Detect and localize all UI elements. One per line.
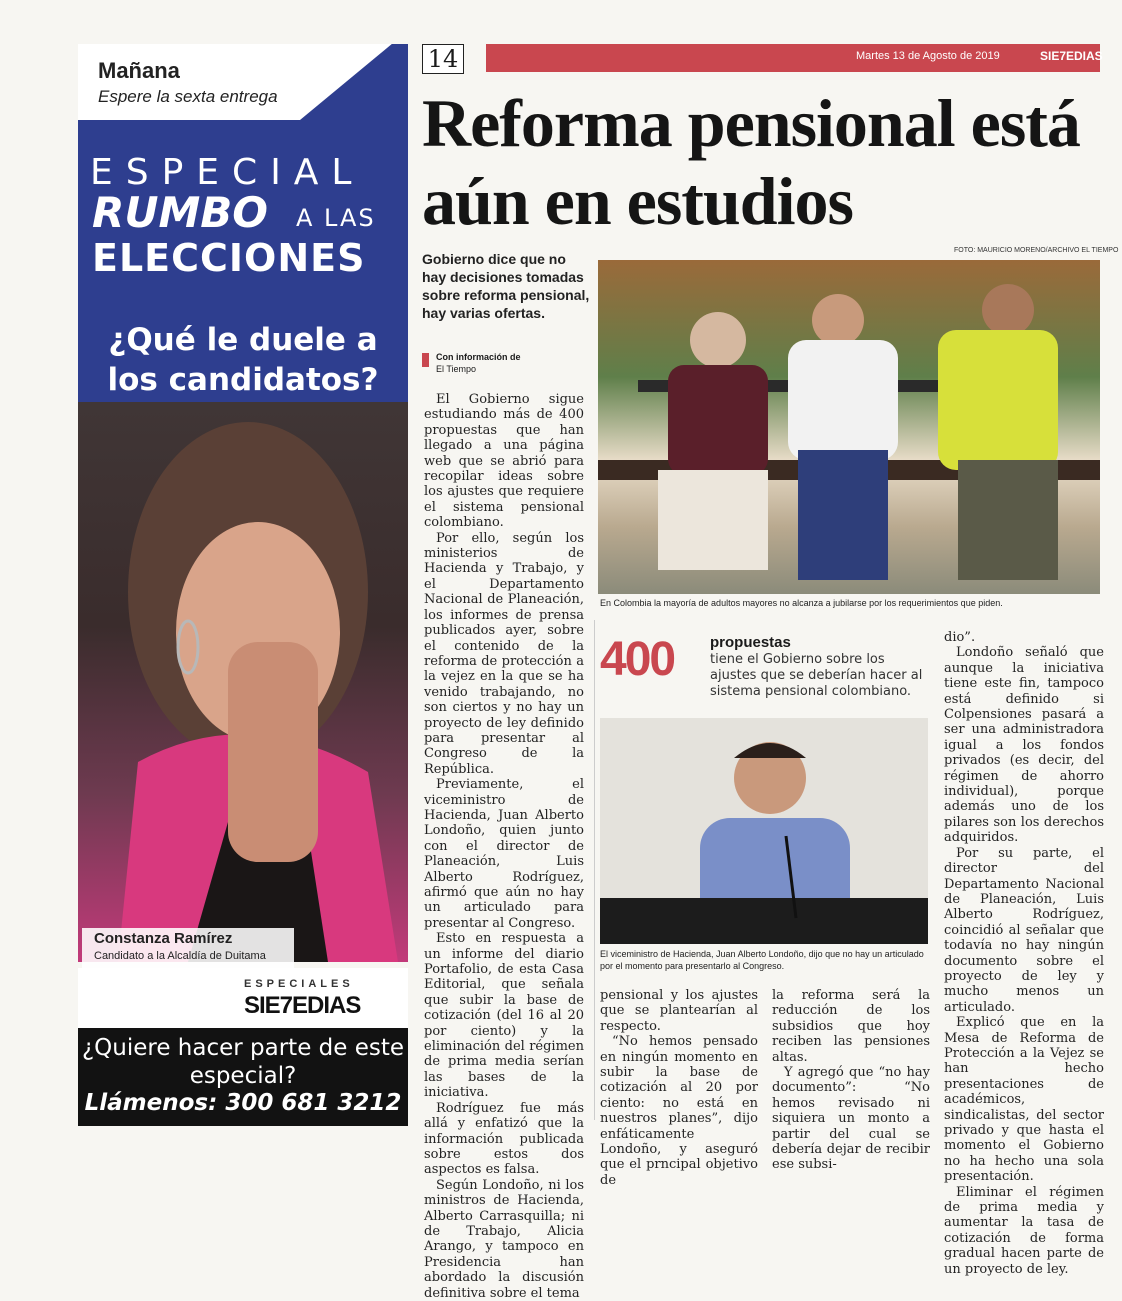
paragraph: Por su parte, el director del Departamento Nacional de Planeación, Luis Alberto Rodríguez, coincidió al señalar que todavía no hay ningún documento sobre el proyecto de ley y mucho menos un articulado. bbox=[944, 845, 1104, 1015]
source-marker bbox=[422, 353, 429, 367]
stat-number: 400 bbox=[600, 633, 675, 686]
cta-phone: Llámenos: 300 681 3212 bbox=[84, 1090, 402, 1116]
special-title-alas: A LAS bbox=[296, 204, 376, 232]
bench-photo-caption: En Colombia la mayoría de adultos mayores no alcanza a jubilarse por los requerimientos que piden. bbox=[600, 598, 1003, 608]
paragraph: dio”. bbox=[944, 630, 976, 645]
candidate-photo-illustration bbox=[78, 402, 408, 962]
page-number: 14 bbox=[422, 44, 464, 74]
viceminister-photo-caption: El viceministro de Hacienda, Juan Alberto Londoño, dijo que no hay un articulado por el momento para presentarlo al Congreso. bbox=[600, 949, 924, 971]
article-column-2 bbox=[600, 988, 758, 1188]
next-edition-note: Espere la sexta entrega bbox=[98, 87, 278, 106]
special-kicker: ESPECIAL bbox=[90, 152, 365, 193]
paragraph: Eliminar el régimen de prima media y aumentar la tasa de cotización de forma gradual hacen parte de un proyecto de ley. bbox=[944, 1184, 1104, 1277]
paragraph: Londoño señaló que aunque la iniciativa tiene este fin, tampoco está definido si Colpensiones pasará a ser una administradora igual a los fondos privados (es decir, del régimen de ahorro individual), porque además uno de los pilares son los derechos adquiridos. bbox=[944, 645, 1104, 846]
paragraph: “No hemos pensado en ningún momento en subir la base de cotización al 20 por ciento: no está en nuestros planes”, dijo enfáticamente Londoño, y aseguró que el prncipal objetivo de bbox=[600, 1034, 758, 1188]
paragraph: Rodríguez fue más allá y enfatizó que la información publicada sobre estos dos aspectos es falsa. bbox=[424, 1100, 584, 1178]
paragraph: pensional y los ajustes que se plantearían al respecto. bbox=[600, 988, 758, 1034]
issue-date: Martes 13 de Agosto de 2019 bbox=[856, 50, 1000, 62]
article-column-3 bbox=[772, 988, 930, 1173]
photo-credit: FOTO: MAURICIO MORENO/ARCHIVO EL TIEMPO bbox=[954, 247, 1119, 254]
newspaper-brand: SIE7EDIAS bbox=[1040, 49, 1103, 63]
paragraph: Por ello, según los ministerios de Hacienda y Trabajo, y el Departamento Nacional de Planeación, los informes de prensa publicados ayer, sobre el contenido de la reforma de protección a la vejez en la que se ha venido trabajando, no son ciertos y no hay un proyecto de ley definido para presentar al Congreso de la República. bbox=[424, 530, 584, 777]
bench-photo-illustration bbox=[598, 260, 1100, 594]
paragraph: El Gobierno sigue estudiando más de 400 propuestas que han llegado a una página web que se abrió para recopilar ideas sobre los ajustes que requiere el sistema pensional colombiano. bbox=[424, 392, 584, 531]
next-edition-label: Mañana bbox=[98, 58, 180, 83]
cta-text: ¿Quiere hacer parte de este especial? bbox=[81, 1035, 405, 1089]
paragraph: Previamente, el viceministro de Hacienda, Juan Alberto Londoño, quien junto con el director de Planeación, Luis Alberto Rodríguez, afirmó que aún no hay un articulado para presentar al Congreso. bbox=[424, 777, 584, 931]
stat-label: propuestas bbox=[710, 634, 791, 651]
paragraph: Esto en respuesta a un informe del diario Portafolio, de esta Casa Editorial, que señala que subir la base de cotización (del 16 al 20 por ciento) y la eliminación del régimen de prima media serían las bases de la iniciativa. bbox=[424, 931, 584, 1101]
header-bar bbox=[486, 44, 1100, 72]
paragraph: Según Londoño, ni los ministros de Hacienda, Alberto Carrasquilla; ni de Trabajo, Alicia Arango, y tampoco en Presidencia han abordado la discusión definitiva sobre el tema bbox=[424, 1177, 584, 1301]
article-column-1 bbox=[424, 392, 584, 1301]
elderly-bench-photo bbox=[598, 260, 1100, 594]
especiales-logo: SIE7EDIAS bbox=[244, 992, 361, 1019]
candidate-photo bbox=[78, 402, 408, 962]
paragraph: la reforma será la reducción de los subsidios que hoy reciben las pensiones altas. bbox=[772, 988, 930, 1065]
article-deck: Gobierno dice que no hay decisiones tomadas sobre reforma pensional, hay varias ofertas. bbox=[422, 251, 590, 321]
article-headline: Reforma pensional está aún en estudios bbox=[422, 85, 1080, 239]
candidate-name: Constanza Ramírez bbox=[94, 930, 233, 947]
special-title-rumbo: RUMBO bbox=[92, 188, 268, 237]
column-rule bbox=[594, 620, 595, 1120]
special-title-elecciones: ELECCIONES bbox=[92, 236, 366, 280]
viceminister-photo-illustration bbox=[600, 718, 928, 944]
article-column-4 bbox=[944, 630, 1104, 1277]
source-name: El Tiempo bbox=[436, 364, 477, 374]
viceminister-photo bbox=[600, 718, 928, 944]
paragraph: Explicó que en la Mesa de Reforma de Protección a la Vejez se han hecho presentaciones de académicos, sindicalistas, del sector privado y que hasta el momento el Gobierno no ha hecho una sola presentación. bbox=[944, 1015, 1104, 1185]
source-label: Con información de bbox=[436, 352, 521, 362]
especiales-logo-sub: ESPECIALES bbox=[244, 978, 354, 990]
paragraph: Y agregó que “no hay documento”: “No hemos revisado ni siquiera un monto a partir del cual se debería dejar de recibir ese subsi- bbox=[772, 1065, 930, 1173]
stat-text: tiene el Gobierno sobre los ajustes que se deberían hacer al sistema pensional colombiano. bbox=[710, 652, 923, 699]
candidate-role: Candidato a la Alcaldía de Duitama bbox=[94, 950, 266, 962]
special-question: ¿Qué le duele a los candidatos? bbox=[107, 322, 379, 398]
